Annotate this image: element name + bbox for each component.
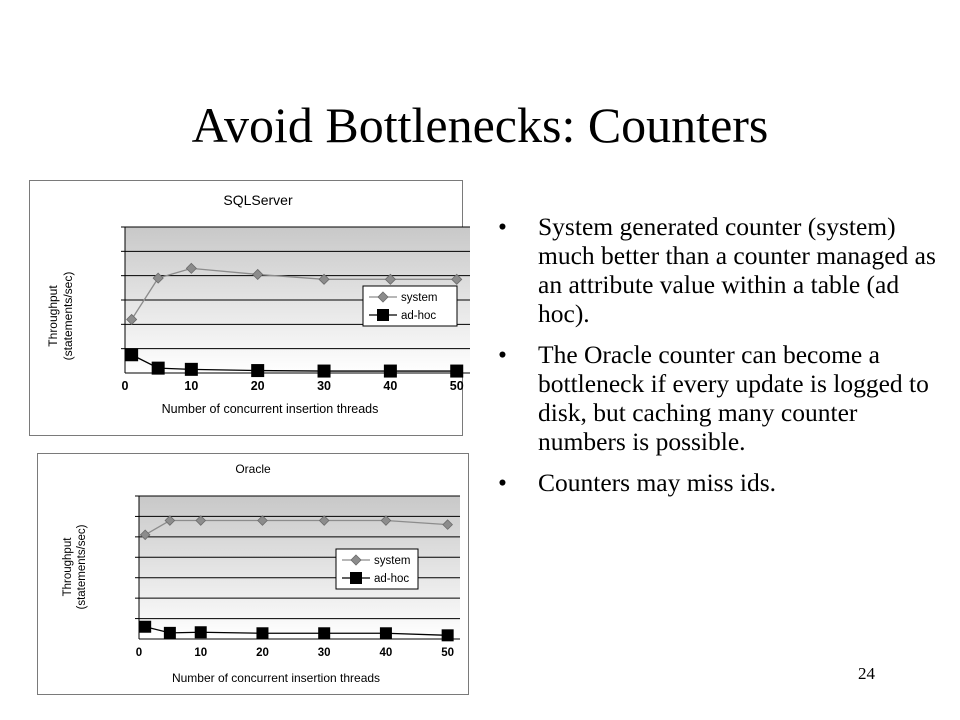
- data-point-ad-hoc: [195, 626, 207, 638]
- data-point-ad-hoc: [380, 627, 392, 639]
- bullet-text: The Oracle counter can become a bottleneck if every update is logged to disk, but caching many counter numbers is possible.: [538, 340, 929, 456]
- legend-label: ad-hoc: [374, 573, 410, 585]
- legend-marker: [377, 309, 389, 321]
- x-tick-label: 0: [135, 647, 143, 659]
- plot-area: [121, 227, 470, 393]
- chart-title: SQLServer: [223, 192, 293, 208]
- data-point-ad-hoc: [185, 363, 198, 376]
- bullet-item: [498, 340, 948, 456]
- data-point-ad-hoc: [256, 627, 268, 639]
- bullet-text: System generated counter (system) much better than a counter managed as an attribute value within a table (ad hoc).: [538, 212, 936, 328]
- data-point-ad-hoc: [384, 365, 397, 378]
- bullet-dot: •: [498, 340, 507, 369]
- bullet-item: [498, 212, 948, 328]
- bullet-list: [498, 212, 948, 509]
- x-axis-label: Number of concurrent insertion threads: [171, 671, 381, 685]
- data-point-ad-hoc: [442, 629, 454, 641]
- bullet-text: Counters may miss ids.: [538, 468, 777, 497]
- y-axis-label-units: (statements/sec): [76, 524, 88, 610]
- x-tick-label: 50: [449, 379, 464, 393]
- x-tick-label: 10: [184, 379, 199, 393]
- data-point-ad-hoc: [139, 621, 151, 633]
- slide-title: Avoid Bottlenecks: Counters: [191, 97, 769, 153]
- data-point-ad-hoc: [251, 364, 264, 377]
- x-tick-label: 50: [441, 647, 455, 659]
- chart-title: Oracle: [235, 462, 271, 476]
- x-tick-label: 0: [121, 379, 129, 393]
- data-point-ad-hoc: [450, 365, 463, 378]
- x-tick-label: 20: [250, 379, 265, 393]
- y-axis-label-units: (statements/sec): [61, 271, 75, 361]
- legend-marker: [350, 572, 362, 584]
- x-tick-label: 40: [379, 647, 393, 659]
- plot-area: [135, 496, 460, 659]
- data-point-ad-hoc: [125, 348, 138, 361]
- x-tick-label: 20: [256, 647, 269, 659]
- oracle-chart-svg: [38, 454, 468, 694]
- oracle-chart: [37, 453, 469, 695]
- x-tick-label: 30: [317, 647, 331, 659]
- bullet-item: [498, 468, 948, 497]
- bullet-dot: •: [498, 468, 507, 497]
- x-tick-label: 10: [194, 647, 208, 659]
- page-number: 24: [858, 664, 875, 683]
- legend-label: ad-hoc: [401, 310, 437, 322]
- legend-label: system: [401, 292, 438, 304]
- data-point-ad-hoc: [164, 627, 176, 639]
- legend-label: system: [374, 555, 411, 567]
- sqlserver-chart: [29, 180, 463, 436]
- sqlserver-chart-svg: [30, 181, 462, 435]
- x-axis-label: Number of concurrent insertion threads: [161, 402, 379, 416]
- data-point-ad-hoc: [318, 627, 330, 639]
- data-point-ad-hoc: [318, 365, 331, 378]
- bullet-dot: •: [498, 212, 507, 241]
- y-axis-label: Throughput: [46, 285, 60, 347]
- x-tick-label: 30: [317, 379, 331, 393]
- y-axis-label: Throughput: [62, 537, 74, 597]
- data-point-ad-hoc: [152, 362, 165, 375]
- x-tick-label: 40: [383, 379, 398, 393]
